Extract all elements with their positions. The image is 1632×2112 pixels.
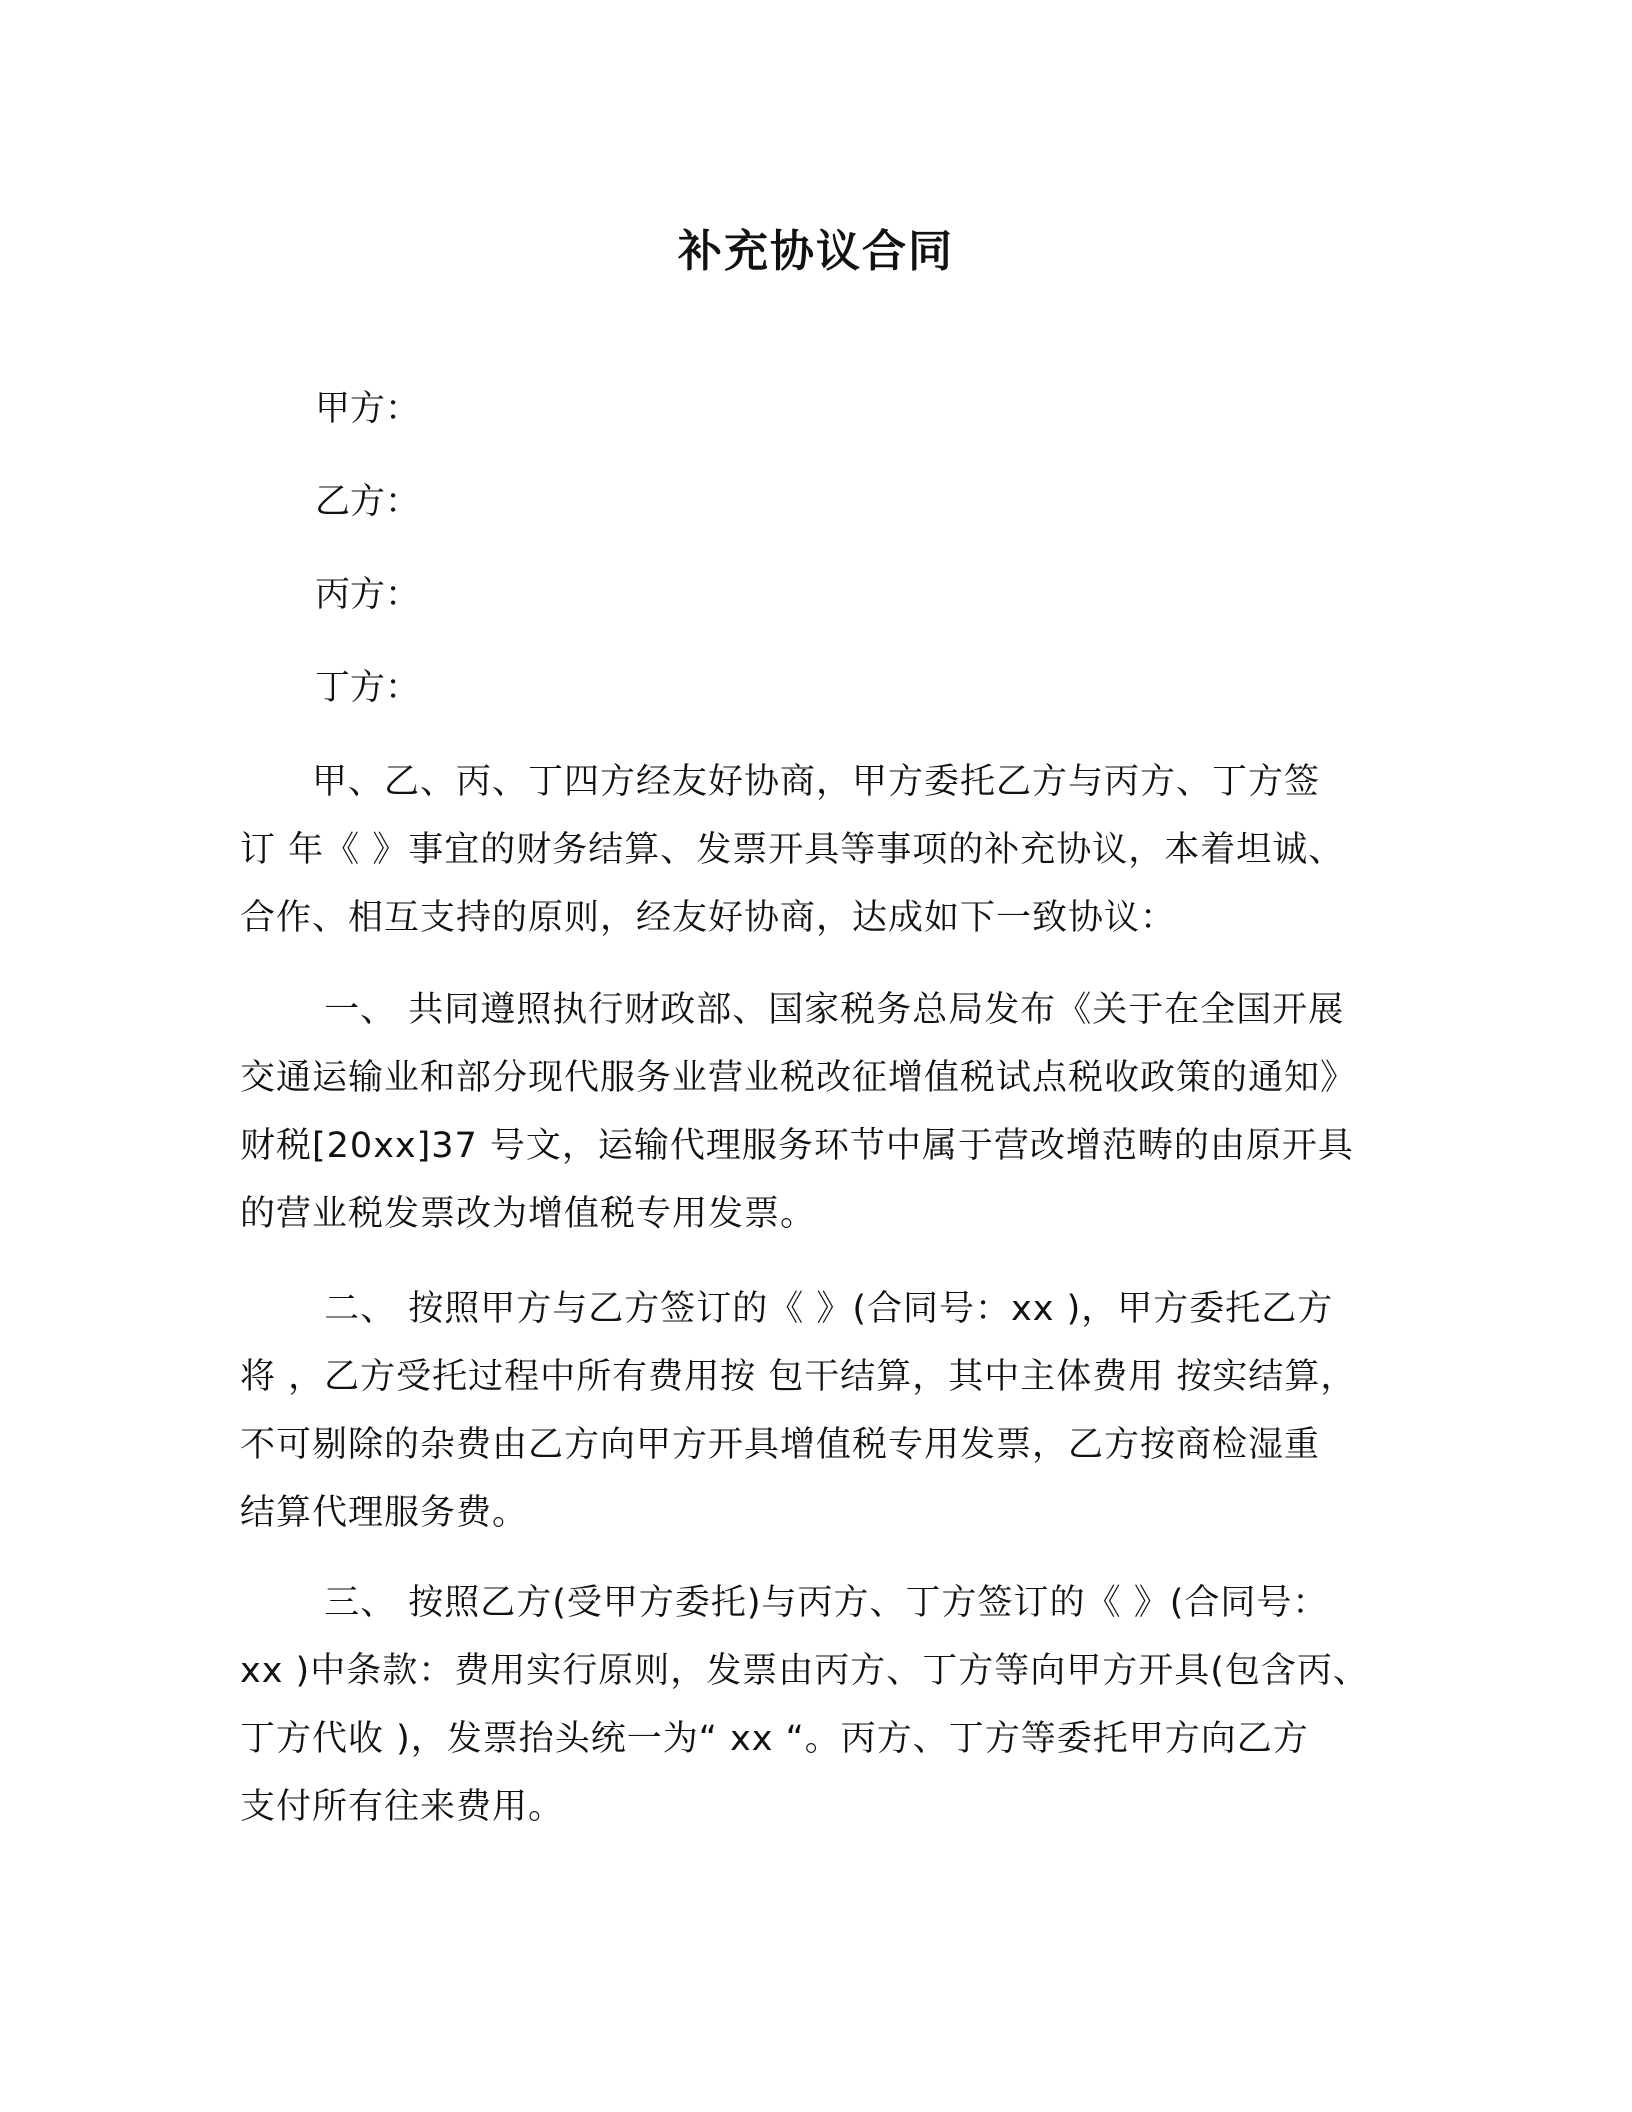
party-c-label: 丙方： <box>315 575 421 615</box>
clause-line: 结算代理服务费。 <box>240 1493 529 1533</box>
clause-line: 将 ，乙方受托过程中所有费用按 包干结算，其中主体费用 按实结算， <box>240 1357 1357 1397</box>
party-a-label: 甲方： <box>315 389 421 429</box>
clause-line: 不可剔除的杂费由乙方向甲方开具增值税专用发票，乙方按商检湿重 <box>240 1425 1321 1465</box>
clause-line: 丁方代收 )，发票抬头统一为“ xx “。丙方、丁方等委托甲方向乙方 <box>240 1719 1309 1759</box>
intro-line: 合作、相互支持的原则，经友好协商，达成如下一致协议： <box>240 898 1177 938</box>
clause-line: 财税[20xx]37 号文，运输代理服务环节中属于营改增范畴的由原开具 <box>240 1126 1354 1166</box>
clause-line: 交通运输业和部分现代服务业营业税改征增值税试点税收政策的通知》 <box>240 1058 1357 1098</box>
clause-line: 支付所有往来费用。 <box>240 1787 565 1827</box>
clause-1-paragraph <box>240 976 1400 1248</box>
document-title: 补充协议合同 <box>678 226 954 277</box>
clause-line: 三、 按照乙方(受甲方委托)与丙方、丁方签订的《 》(合同号： <box>240 1583 1329 1623</box>
clause-line: 一、 共同遵照执行财政部、国家税务总局发布《关于在全国开展 <box>240 990 1345 1030</box>
intro-line: 订 年《 》事宜的财务结算、发票开具等事项的补充协议，本着坦诚、 <box>240 830 1345 870</box>
clause-2-paragraph <box>240 1275 1400 1547</box>
intro-line: 甲、乙、丙、丁四方经友好协商，甲方委托乙方与丙方、丁方签 <box>240 762 1321 802</box>
clause-line: xx )中条款：费用实行原则，发票由丙方、丁方等向甲方开具(包含丙、 <box>240 1651 1369 1691</box>
party-d-label: 丁方： <box>315 668 421 708</box>
clause-line: 的营业税发票改为增值税专用发票。 <box>240 1194 817 1234</box>
party-b-label: 乙方： <box>315 482 421 522</box>
intro-paragraph <box>240 748 1400 952</box>
clause-line: 二、 按照甲方与乙方签订的《 》(合同号：xx )，甲方委托乙方 <box>240 1289 1334 1329</box>
clause-3-paragraph <box>240 1569 1400 1841</box>
